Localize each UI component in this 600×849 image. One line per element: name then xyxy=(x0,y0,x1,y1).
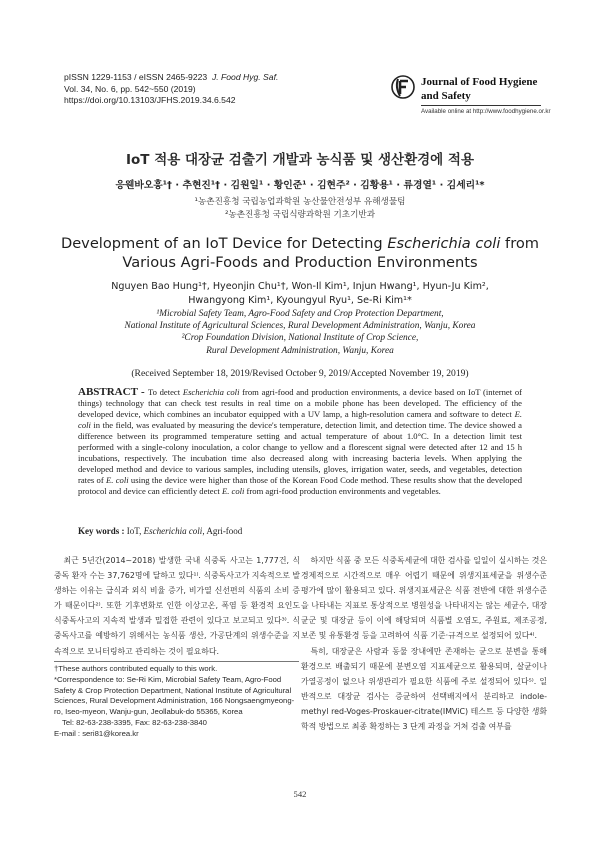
korean-authors: 응웬바오훙¹† · 추현진¹† · 김원일¹ · 황인준¹ · 김현주² · 김황용¹ · 류경열¹ · 김세리¹* xyxy=(115,180,485,191)
english-title-species: Escherichia coli xyxy=(387,235,501,252)
journal-abbr: J. Food Hyg. Saf. xyxy=(211,72,279,82)
footnote-correspondence: *Correspondence to: Se-Ri Kim, Microbial Safety Team, Agro-Food Safety & Crop Protection Department, National Institute of Agricultural Sciences, Rural Development Administration, 166 Nongsaengmyeong-ro, Iseo-myeon, Wanju-gun, Jeollabuk-do 55365, Korea xyxy=(54,674,295,717)
abstract: ABSTRACT - To detect Escherichia coli from agri-food and production environments, a device based on IoT (internet of things) technology that can check test results in real time on a mobile phone has been developed. The efficiency of the developed device, which combines an incubator equipped with a UV lamp, a high-resolution camera and software to detect E. coli in the field, was evaluated by measuring the device's temperature, detection limit, and detection time. The device showed a difference between its programmed temperature setting and actual temperature of about 1.0°C. In a detection limit test performed with a single-colony inoculation, a color change to yellow and a florescent signal were detected after 12 and 15 h incubations, respectively. The incubation time also decreased along with increasing bacteria levels. When applying the developed method and device to various samples, including utensils, gloves, irrigation water, seeds, and vegetables, detection rates of E. coli using the device were higher than those of the Korean Food Code method. These results show that the developed protocol and device can efficiently detect E. coli from agri-food production environments and vegetables. xyxy=(78,386,523,496)
abstract-heading: ABSTRACT - xyxy=(78,386,148,398)
logo-title-line1: Journal of Food Hygiene xyxy=(421,76,538,88)
body-column-right xyxy=(301,553,547,734)
body-paragraph: 특히, 대장균은 사람과 동물 장내에만 존재하는 균으로 분변을 통해 환경으로 배출되기 때문에 분변오염 지표세균으로 활용되며, 살균이나 가열공정이 없으나 위생관리가 필요한 식품에 주로 설정되어 있다⁵⁾. 일반적으로 대장균 검사는 증균하여 선택배지에서 분리하고 indole-methyl red-Voges-Proskauer-citrate(IMViC) 테스트 등 다양한 생화학적 방법으로 최종 확정하는 3 단계 과정을 거쳐 검출 여부를 xyxy=(301,646,547,732)
english-authors: Nguyen Bao Hung¹†, Hyeonjin Chu¹†, Won-Il Kim¹, Injun Hwang¹, Hyun-Ju Kim², Hwangyong Kim¹, Kyoungyul Ryu¹, Se-Ri Kim¹* xyxy=(111,281,489,306)
received-dates: (Received September 18, 2019/Revised October 9, 2019/Accepted November 19, 2019) xyxy=(131,368,469,379)
footnote-email[interactable]: E-mail : seri81@korea.kr xyxy=(54,728,139,738)
keywords: Key words : IoT, Escherichia coli, Agri-food xyxy=(78,526,243,536)
logo-divider xyxy=(421,105,541,106)
footnote-phone: Tel: 82-63-238-3395, Fax: 82-63-238-3840 xyxy=(62,717,207,727)
page-number: 542 xyxy=(293,789,307,799)
footnote-equal-contribution: †These authors contributed equally to this work. xyxy=(54,664,218,673)
footnotes xyxy=(54,664,300,740)
doi-link[interactable]: https://doi.org/10.13103/JFHS.2019.34.6.542 xyxy=(64,95,236,105)
issn: pISSN 1229-1153 / eISSN 2465-9223 xyxy=(64,72,208,82)
keywords-label: Key words : xyxy=(78,526,127,536)
journal-meta xyxy=(64,72,278,107)
body-paragraph: 최근 5년간(2014~2018) 발생한 국내 식중독 사고는 1,777건, 식중독 환자 수는 37,762명에 달하고 있다¹⁾. 식중독사고가 지속적으로 발생하는 이유는 급식과 외식 비율 증가, 비가열 신선편의 식품의 소비 증가 때문이다²⁾. 또한 기후변화로 인한 이상고온, 폭염 등 환경적 요인도 식중독사고의 지속적 발생과 밀접한 관련이 있다고 보고되고 있다³⁾. 식중독사고를 예방하기 위해서는 농식품 생산, 가공단계의 위생수준을 지속적으로 모니터링하고 관리하는 것이 필요하다. xyxy=(54,556,300,656)
footnote-divider xyxy=(54,661,299,662)
logo-url[interactable]: Available online at http://www.foodhygiene.or.kr xyxy=(421,108,551,115)
journal-logo xyxy=(391,70,551,120)
body-paragraph: 하지만 식품 중 모든 식중독세균에 대한 검사를 일일이 실시하는 것은 경제적으로 시간적으로 매우 어렵기 때문에 위생지표세균을 위생수준 평가에 많이 활용되고 있다. 위생지표세균은 식품 전반에 대한 위생수준을 나타내는 지표로 통상적으로 병원성을 나타내지는 않는 세균수, 대장균군 및 대장균 등이 이에 해당되며 식품별 오염도, 주원료, 제조공정, 보존 및 유통환경 등을 고려하여 식품 기준·규격으로 설정되어 있다⁴⁾. xyxy=(301,556,547,641)
english-title: Development of an IoT Device for Detecting Escherichia coli from Various Agri-Foods and Production Environments xyxy=(60,235,540,271)
korean-affiliation-2: ²농촌진흥청 국립식량과학원 기초기반과 xyxy=(224,210,376,220)
english-affiliations: ¹Microbial Safety Team, Agro-Food Safety and Crop Protection Department, National Institute of Agricultural Sciences, Rural Development Administration, Wanju, Korea ²Crop Foundation Division, National Institute of Crop Science, Rural Development Administration, Wanju, Korea xyxy=(124,309,476,356)
korean-title: IoT 적용 대장균 검출기 개발과 농식품 및 생산환경에 적용 xyxy=(125,152,474,168)
logo-title-line2: and Safety xyxy=(421,90,471,102)
journal-logo-icon xyxy=(391,72,415,102)
korean-affiliation-1: ¹농촌진흥청 국립농업과학원 농산물안전성부 유해생물팀 xyxy=(194,197,406,207)
volume-info: Vol. 34, No. 6, pp. 542~550 (2019) xyxy=(64,83,196,94)
body-column-left xyxy=(54,553,300,659)
